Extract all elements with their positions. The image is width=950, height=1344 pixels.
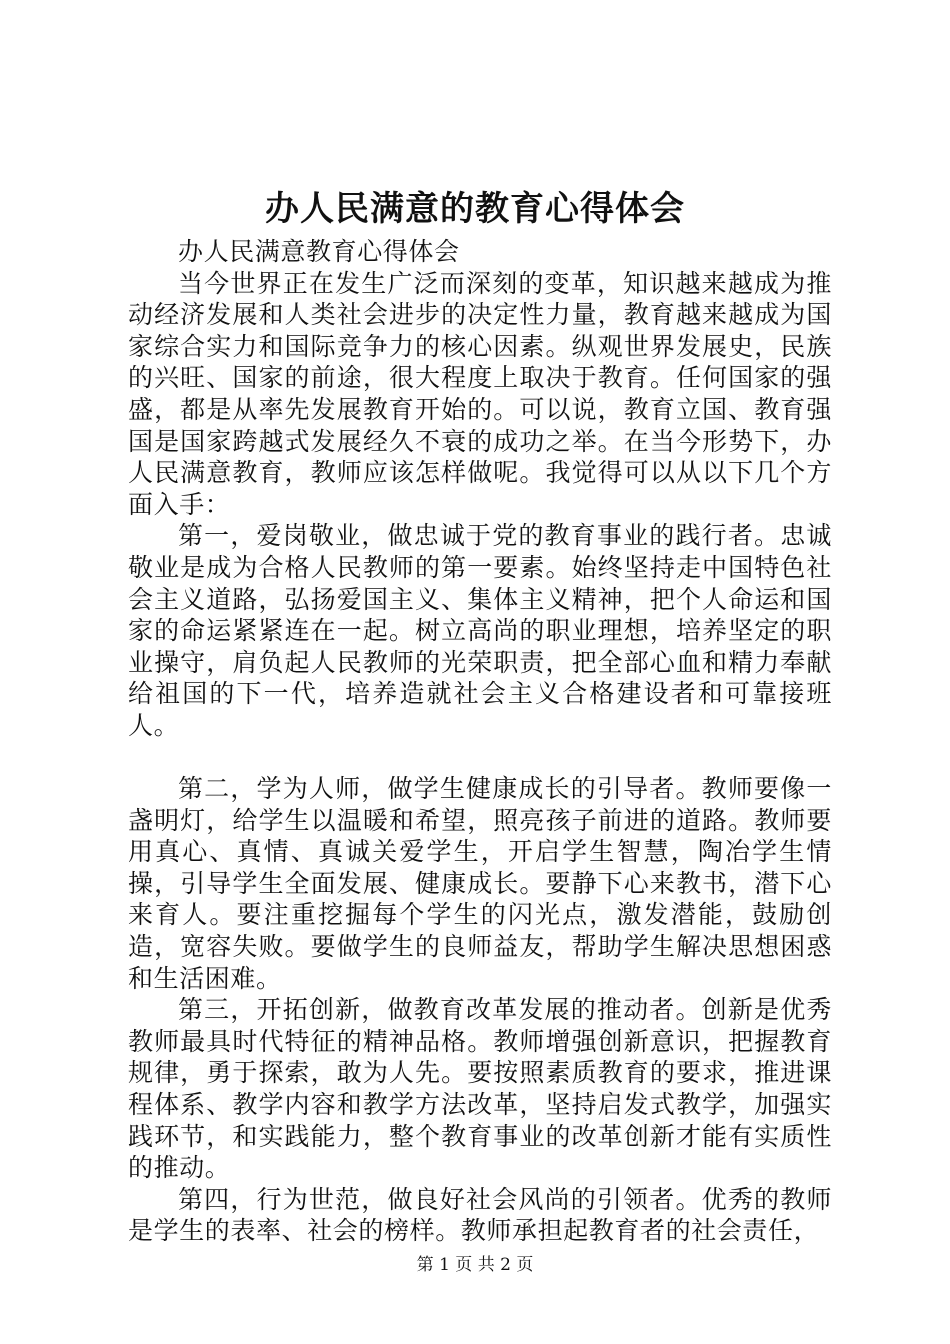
page-number-footer: 第 1 页 共 2 页 bbox=[416, 1255, 534, 1275]
subtitle-paragraph: 办人民满意教育心得体会 bbox=[178, 237, 460, 266]
document-body bbox=[128, 236, 832, 1247]
document-title: 办人民满意的教育心得体会 bbox=[265, 189, 685, 229]
point-four-paragraph: 第四，行为世范，做良好社会风尚的引领者。优秀的教师是学生的表率、社会的榜样。教师承担起教育者的社会责任， bbox=[128, 1184, 832, 1246]
point-one-paragraph: 第一，爱岗敬业，做忠诚于党的教育事业的践行者。忠诚敬业是成为合格人民教师的第一要素。始终坚持走中国特色社会主义道路，弘扬爱国主义、集体主义精神，把个人命运和国家的命运紧紧连在一起。树立高尚的职业理想，培养坚定的职业操守，肩负起人民教师的光荣职责，把全部心血和精力奉献给祖国的下一代，培养造就社会主义合格建设者和可靠接班人。 bbox=[128, 521, 832, 740]
point-three-paragraph: 第三，开拓创新，做教育改革发展的推动者。创新是优秀教师最具时代特征的精神品格。教师增强创新意识，把握教育规律，勇于探索，敢为人先。要按照素质教育的要求，推进课程体系、教学内容和教学方法改革，坚持启发式教学，加强实践环节，和实践能力，整个教育事业的改革创新才能有实质性的推动。 bbox=[128, 995, 832, 1183]
point-two-paragraph: 第二，学为人师，做学生健康成长的引导者。教师要像一盏明灯，给学生以温暖和希望，照亮孩子前进的道路。教师要用真心、真情、真诚关爱学生，开启学生智慧，陶冶学生情操，引导学生全面发展、健康成长。要静下心来教书，潜下心来育人。要注重挖掘每个学生的闪光点，激发潜能，鼓励创造，宽容失败。要做学生的良师益友，帮助学生解决思想困惑和生活困难。 bbox=[128, 774, 832, 993]
intro-paragraph: 当今世界正在发生广泛而深刻的变革，知识越来越成为推动经济发展和人类社会进步的决定性力量，教育越来越成为国家综合实力和国际竞争力的核心因素。纵观世界发展史，民族的兴旺、国家的前途，很大程度上取决于教育。任何国家的强盛，都是从率先发展教育开始的。可以说，教育立国、教育强国是国家跨越式发展经久不衰的成功之举。在当今形势下，办人民满意教育，教师应该怎样做呢。我觉得可以从以下几个方面入手： bbox=[128, 268, 832, 519]
